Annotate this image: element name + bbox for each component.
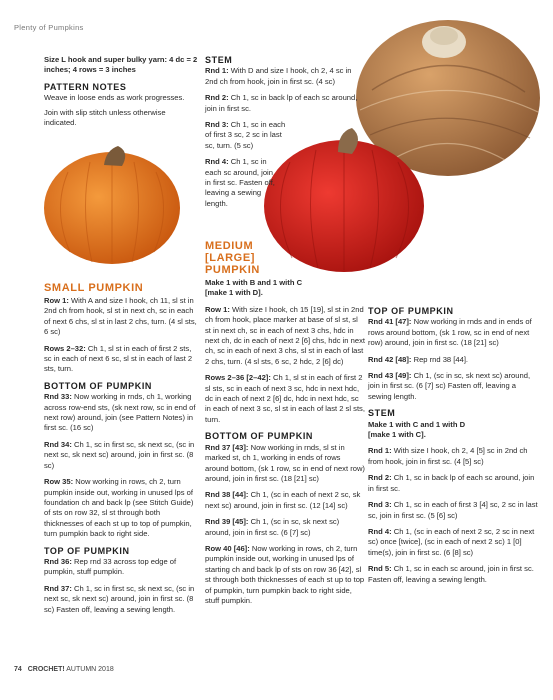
instruction-label: Rows 2–36 [2–42]: — [205, 373, 271, 383]
instruction-label: Rnd 37 [43]: — [205, 442, 249, 452]
instruction-text: With size I hook, ch 2, 4 [5] sc in 2nd ch from hook, join in first sc. (4 [5] sc) — [368, 446, 528, 466]
bottom-of-pumpkin-heading: BOTTOM OF PUMPKIN — [44, 380, 153, 391]
orange-pumpkin-image — [44, 146, 180, 264]
instruction-text: Ch 1, sc in first sc, sk next sc, (sc in next sc, sk next sc) around, join in first sc. (8 sc) — [44, 439, 195, 470]
instruction-label: Rnd 1: — [368, 446, 392, 456]
instruction-label: Rnd 33: — [44, 392, 72, 402]
instruction-text: With A and size I hook, ch 11, sl st in 2nd ch from hook, sl st in next ch, sc in each of next 6 chs, sl st in last 2 chs, turn. (4 sl sts, 6 sc) — [44, 296, 197, 337]
page-footer — [14, 666, 114, 673]
instruction — [205, 443, 365, 485]
instruction-label: Row 40 [46]: — [205, 543, 250, 553]
instruction-label: Rnd 2: — [368, 473, 392, 483]
top-of-pumpkin-heading: TOP OF PUMPKIN — [44, 545, 130, 556]
instruction-text: Now working in rows, ch 2, turn pumpkin inside out, working in unused lps of starting ch and back lp of sts on row 36 [42], sl st through both thicknesses of each st up to top of pumpkin, turn pumpkin back to right side, stuff pumpkin. — [205, 543, 365, 605]
instruction-label: Rnd 1: — [205, 66, 229, 76]
instruction-text: Ch 1, (sc in each of next 2 sc, 2 sc in next sc) once [twice], (sc in each of next 2 sc) 1 [0] time(s), join in first sc. (6 [8] sc) — [368, 526, 535, 557]
instruction-text: Ch 1, sc in each of first 3 [4] sc, 2 sc in last sc, join in first sc. (5 [6] sc) — [368, 500, 538, 520]
large-label: [LARGE] — [205, 252, 256, 264]
make-note: Make 1 with C and 1 with D — [368, 419, 466, 429]
instruction-label: Rnd 4: — [368, 526, 392, 536]
instruction-label: Rnd 36: — [44, 556, 72, 566]
instruction — [368, 317, 538, 348]
running-head: Plenty of Pumpkins — [14, 23, 84, 32]
pattern-notes-heading: PATTERN NOTES — [44, 81, 127, 92]
instruction-label: Rnd 3: — [368, 500, 392, 510]
instruction-text: Now working in rnds, ch 1, working across row-end sts, (sk next row, sc in end of next row) around, join (see Pattern Notes) in first sc. (16 sc) — [44, 392, 196, 433]
instruction — [44, 477, 200, 539]
instruction — [205, 544, 365, 606]
instruction — [368, 371, 538, 402]
instruction-text: Now working in rnds and in ends of rows around bottom, (sk 1 row, sc in end of next row) around, join in first sc. (18 [21] sc) — [368, 317, 532, 348]
instruction — [205, 373, 365, 425]
stem-heading: STEM — [368, 408, 396, 419]
instruction-text: With D and size I hook, ch 2, 4 sc in 2nd ch from hook, join in first sc. (4 sc) — [205, 66, 352, 86]
instruction-text: Ch 1, sc in back lp of each sc around, join in first sc. — [368, 473, 535, 493]
make-note: Make 1 with B and 1 with C — [205, 278, 303, 287]
medium-pumpkin-heading: MEDIUM — [205, 240, 254, 252]
instruction-text: Ch 1, sc in each sc around, join in first sc. Fasten off, leaving a sewing length. — [368, 564, 534, 584]
instruction-text: Rep rnd 33 across top edge of pumpkin, stuff pumpkin. — [44, 556, 177, 577]
instruction-text: Ch 1, sc in each of first 3 sc, 2 sc in last sc, turn. (5 sc) — [205, 120, 286, 150]
stem-heading: STEM — [205, 55, 233, 65]
instruction-text: Now working in rows, ch 2, turn pumpkin inside out, working in unused lps of foundation ch and back lp (see Stitch Guide) of sts on row 32, sl st through both thicknesses of each st up to top of pumpkin, turn pumpkin back to right side. — [44, 477, 194, 539]
instruction-text: Ch 1, sc in back lp of each sc around, join in first sc. — [205, 93, 358, 113]
instruction — [44, 392, 200, 434]
make-note: [make 1 with D]. — [205, 288, 263, 298]
page-number: 74 — [14, 666, 22, 673]
instruction — [205, 120, 293, 151]
instruction — [368, 500, 538, 521]
instruction-label: Rnd 37: — [44, 583, 72, 593]
instruction-label: Rnd 41 [47]: — [368, 317, 412, 327]
bottom-of-pumpkin-heading: BOTTOM OF PUMPKIN — [205, 431, 314, 442]
column-2-top — [205, 55, 365, 215]
instruction — [205, 157, 277, 209]
magazine-name: CROCHET! — [27, 666, 65, 673]
pattern-note: Join with slip stitch unless otherwise indicated. — [44, 107, 166, 128]
instruction-label: Rnd 39 [45]: — [205, 517, 249, 527]
instruction-label: Rnd 38 [44]: — [205, 490, 249, 500]
instruction-text: Ch 1, (sc in sc, sk next sc) around, join in first sc. (6 [7] sc) — [205, 517, 340, 537]
instruction-label: Row 35: — [44, 477, 74, 487]
instruction — [44, 296, 200, 338]
instruction — [205, 517, 365, 538]
instruction — [368, 446, 538, 467]
small-pumpkin-heading: SMALL PUMPKIN — [44, 282, 144, 294]
column-3 — [368, 306, 538, 591]
gauge-text: Size L hook and super bulky yarn: 4 dc = 2 inches; 4 rows = 3 inches — [44, 55, 198, 75]
instruction — [368, 355, 538, 365]
instruction-text: Now working in rnds, sl st in marked st, ch 1, working in ends of rows around bottom, (sk 1 row, sc in end of next row) around, join in first sc. (18 [21] sc) — [205, 442, 365, 483]
make-note: [make 1 with C]. — [368, 430, 426, 440]
instruction-label: Rnd 2: — [205, 93, 229, 103]
instruction-text: Ch 1, sc in each sc around, join in first sc. Fasten off, leaving a sewing length. — [205, 157, 275, 208]
instruction-label: Rnd 4: — [205, 157, 229, 167]
pumpkin-label: PUMPKIN — [205, 264, 260, 276]
instruction — [368, 473, 538, 494]
instruction — [44, 440, 200, 471]
instruction — [368, 564, 538, 585]
issue-label: AUTUMN 2018 — [66, 666, 114, 673]
instruction-label: Rnd 42 [48]: — [368, 354, 412, 364]
instruction-label: Row 1: — [44, 296, 69, 305]
column-1 — [44, 55, 200, 134]
instruction — [205, 93, 365, 114]
instruction — [205, 305, 365, 367]
instruction-text: Rep rnd 38 [44]. — [411, 354, 469, 364]
instruction-label: Rows 2–32: — [44, 343, 86, 353]
column-1-lower — [44, 282, 200, 621]
instruction-label: Rnd 43 [49]: — [368, 371, 412, 381]
instruction-label: Row 1: — [205, 304, 230, 314]
instruction-label: Rnd 3: — [205, 120, 229, 130]
instruction — [44, 557, 200, 578]
instruction — [205, 66, 365, 87]
instruction-text: Ch 1, (sc in sc, sk next sc) around, join in first sc. (6 [7] sc) Fasten off, leaving a sewing length. — [368, 371, 531, 401]
instruction-text: Ch 1, sl st in each of first 2 sts, sc in each of next 6 sc, sl st in each of last 2 sts, turn. — [44, 343, 193, 374]
instruction-text: Ch 1, sl st in each of first 2 sl sts, sc in each of next 3 sc, hdc in next hdc, dc in each of next 2 [6] dc, hdc in next hdc, sc in each of next 3 sc, sl st in each of last 2 sl sts, turn. — [205, 373, 365, 424]
instruction — [368, 527, 538, 558]
instruction — [44, 344, 200, 375]
instruction-text: With size I hook, ch 15 [19], sl st in 2nd ch from hook, place marker at base of sl st, sl st in next ch, sc in each of next 3 chs, hdc in next ch, dc in each of next 2 [6] chs, hdc in next ch, sc in each of next 3 chs, sl st in each of last 2 chs, turn. (4 sl sts, 6 sc, 2 hdc, 2 [6] dc) — [205, 304, 365, 366]
instruction-text: Ch 1, sc in first sc, sk next sc, (sc in next sc, sk next sc) around, join in first sc. (8 sc) Fasten off, leaving a sewing length. — [44, 583, 195, 614]
instruction — [44, 584, 200, 615]
instruction-text: Ch 1, (sc in each of next 2 sc, sk next sc) around, join in first sc. (12 [14] sc) — [205, 490, 361, 510]
column-2-lower — [205, 240, 365, 612]
instruction-label: Rnd 5: — [368, 564, 392, 574]
instruction-label: Rnd 34: — [44, 439, 72, 449]
instruction — [205, 490, 365, 511]
pattern-note: Weave in loose ends as work progresses. — [44, 93, 185, 103]
top-of-pumpkin-heading: TOP OF PUMPKIN — [368, 306, 454, 316]
